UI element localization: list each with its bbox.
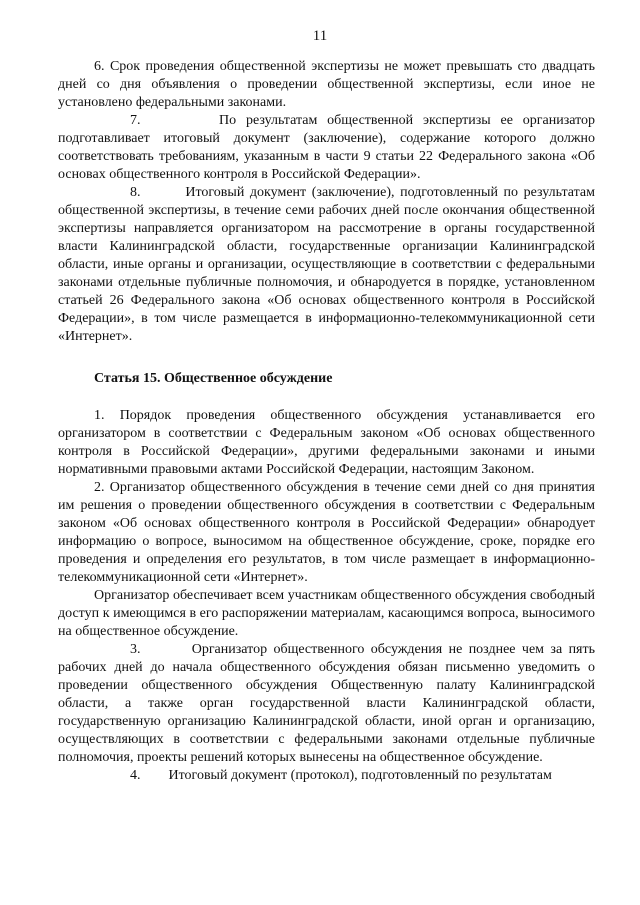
paragraph-number: 7. (130, 113, 141, 128)
article-title: Статья 15. Общественное обсуждение (94, 371, 333, 386)
page-number: 11 (312, 28, 328, 44)
paragraph-2-continued (58, 587, 595, 641)
paragraph-4 (58, 767, 595, 785)
paragraph-text: Итоговый документ (протокол), подготовленный по результатам (168, 768, 552, 783)
paragraph-number: 8. (130, 185, 141, 200)
paragraph-3 (58, 641, 595, 767)
paragraph-text: Итоговый документ (заключение), подготовленный по результатам общественной экспертизы, в течение семи рабочих дней после окончания общественной экспертизы направляется организатором на рассмотрение в органы государственной власти Калининградской области, государственные организации Калининградской области, иные органы и организации, осуществляющие в соответствии с федеральными законами отдельные публичные полномочия, и обнародуется в порядке, установленном статьей 26 Федерального закона «Об основах общественного контроля в Российской Федерации», в том числе размещается в информационно-телекоммуникационной сети «Интернет». (58, 185, 596, 344)
paragraph-7 (58, 112, 595, 184)
paragraph-text: Организатор обеспечивает всем участникам общественного обсуждения свободный доступ к имеющимся в его распоряжении материалам, касающимся вопроса, выносимого на общественное обсуждение. (58, 588, 595, 639)
paragraph-text: По результатам общественной экспертизы ее организатор подготавливает итоговый документ (заключение), содержание которого должно соответствовать требованиям, указанным в части 9 статьи 22 Федерального закона «Об основах общественного контроля в Российской Федерации». (58, 113, 596, 182)
paragraph-2 (58, 479, 595, 587)
paragraph-6 (58, 58, 595, 112)
paragraph-number: 3. (130, 642, 141, 657)
document-body (58, 58, 595, 785)
article-heading (58, 370, 595, 388)
paragraph-8 (58, 184, 595, 346)
paragraph-text: Организатор общественного обсуждения не позднее чем за пять рабочих дней до начала общественного обсуждения обязан письменно уведомить о проведении общественного обсуждения Общественную палату Калининградской области, а также орган государственной власти Калининградской области, государственную организацию Калининградской области, иной орган и организацию, осуществляющих в соответствии с федеральными законами отдельные публичные полномочия, проекты решений которых вынесены на общественное обсуждение. (58, 642, 596, 765)
paragraph-text: 6. Срок проведения общественной экспертизы не может превышать сто двадцать дней со дня объявления о проведении общественной экспертизы, если иное не установлено федеральными законами. (58, 59, 595, 110)
paragraph-1 (58, 407, 595, 479)
paragraph-text: 1. Порядок проведения общественного обсуждения устанавливается его организатором в соответствии с Федеральным законом «Об основах общественного контроля в Российской Федерации», другими федеральными законами и иными нормативными правовыми актами Российской Федерации, настоящим Законом. (58, 408, 595, 477)
paragraph-text: 2. Организатор общественного обсуждения в течение семи дней со дня принятия им решения о проведении общественного обсуждения в соответствии с Федеральным законом «Об основах общественного контроля в Российской Федерации» обнародует информацию о вопросе, выносимом на общественное обсуждение, сроке, порядке его проведения и определения его результатов, в том числе размещает в информационно-телекоммуникационной сети «Интернет». (58, 480, 595, 585)
paragraph-number: 4. (130, 768, 141, 783)
